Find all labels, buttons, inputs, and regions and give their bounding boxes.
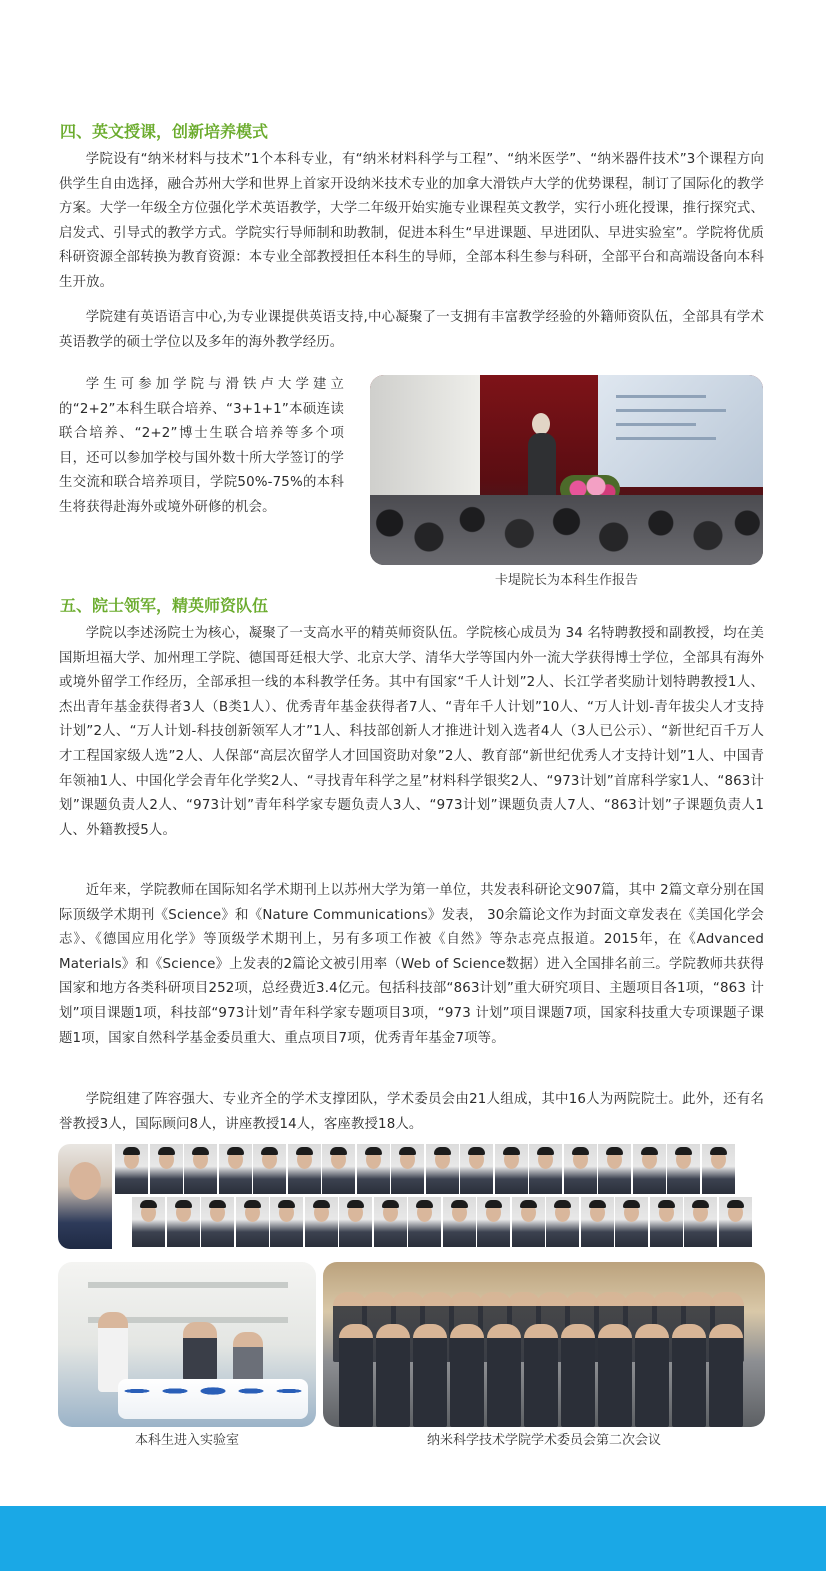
faculty-portrait — [288, 1144, 321, 1194]
group-front-row — [333, 1324, 755, 1427]
faculty-portrait — [115, 1144, 148, 1194]
lecture-photo-caption: 卡堤院长为本科生作报告 — [494, 573, 638, 588]
audience — [370, 495, 763, 565]
faculty-portrait — [598, 1144, 631, 1194]
committee-member-figure — [339, 1324, 373, 1427]
faculty-portrait — [253, 1144, 286, 1194]
faculty-portrait — [650, 1197, 683, 1247]
committee-member-figure — [635, 1324, 669, 1427]
speaker-figure — [528, 433, 556, 503]
faculty-portrait — [357, 1144, 390, 1194]
faculty-portrait — [564, 1144, 597, 1194]
faculty-portrait — [167, 1197, 200, 1247]
faculty-portrait — [201, 1197, 234, 1247]
lab-photo-caption: 本科生进入实验室 — [134, 1433, 239, 1448]
committee-member-figure — [524, 1324, 558, 1427]
faculty-portrait — [322, 1144, 355, 1194]
section-4-title: 四、英文授课，创新培养模式 — [60, 122, 269, 141]
faculty-portrait — [305, 1197, 338, 1247]
committee-member-figure — [376, 1324, 410, 1427]
faculty-portrait — [270, 1197, 303, 1247]
projection-screen — [598, 375, 763, 487]
section-5-title: 五、院士领军，精英师资队伍 — [60, 596, 269, 615]
faculty-portrait — [477, 1197, 510, 1247]
committee-member-figure — [487, 1324, 521, 1427]
section-4-paragraph-1: 学院设有“纳米材料与技术”1个本科专业，有“纳米材料科学与工程”、“纳米医学”、“纳米器件技术”3个课程方向供学生自由选择，融合苏州大学和世界上首家开设纳米技术专业的加拿大滑铁卢大学的优势课程，制订了国际化的教学方案。大学一年级全方位强化学术英语教学，大学二年级开始实施专业课程英文教学，实行小班化授课，推行探究式、启发式、引导式的教学方式。学院实行导师制和助教制，促进本科生“早进课题、早进团队、早进实验室”。学院将优质科研资源全部转换为教育资源：本专业全部教授担任本科生的导师，全部本科生参与科研，全部平台和高端设备向本科生开放。 — [59, 152, 764, 290]
faculty-portrait — [132, 1197, 165, 1247]
committee-member-figure — [709, 1324, 743, 1427]
faculty-portrait — [581, 1197, 614, 1247]
committee-member-figure — [413, 1324, 447, 1427]
section-5-paragraph-1: 学院以李述汤院士为核心，凝聚了一支高水平的精英师资队伍。学院核心成员为 34 名特聘教授和副教授，均在美国斯坦福大学、加州理工学院、德国哥廷根大学、北京大学、清华大学等国内外一流大学获得博士学位，全部具有海外或境外留学工作经历，全部承担一线的本科教学任务。其中有国家“千人计划”2人、长江学者奖励计划特聘教授1人、杰出青年基金获得者3人（B类1人）、优秀青年基金获得者7人、“青年千人计划”10人、“万人计划-青年拔尖人才支持计划”2人、“万人计划-科技创新领军人才”1人、科技部创新人才推进计划入选者4人（3人已公示）、“新世纪百千万人才工程国家级人选”2人、人保部“高层次留学人才回国资助对象”2人、教育部“新世纪优秀人才支持计划”1人、中国青年领袖1人、中国化学会青年化学奖2人、“寻找青年科学之星”材料科学银奖2人、“973计划”首席科学家1人、“863计划”课题负责人2人、“973计划”青年科学家专题负责人3人、“973计划”课题负责人7人、“863计划”子课题负责人1人、外籍教授5人。 — [59, 626, 764, 838]
faculty-portrait — [460, 1144, 493, 1194]
faculty-portrait — [236, 1197, 269, 1247]
faculty-portrait — [184, 1144, 217, 1194]
faculty-portrait — [219, 1144, 252, 1194]
faculty-portrait — [719, 1197, 752, 1247]
section-4-paragraph-2: 学院建有英语语言中心,为专业课提供英语支持,中心凝聚了一支拥有丰富教学经验的外籍师资队伍，全部具有学术英语教学的硕士学位以及多年的海外教学经历。 — [59, 310, 764, 350]
footer-color-bar — [0, 1506, 826, 1571]
committee-member-figure — [450, 1324, 484, 1427]
faculty-portrait — [443, 1197, 476, 1247]
faculty-portrait — [408, 1197, 441, 1247]
faculty-portrait — [512, 1197, 545, 1247]
faculty-portrait — [667, 1144, 700, 1194]
lab-shelf — [88, 1282, 288, 1288]
section-4-paragraph-3: 学生可参加学院与滑铁卢大学建立的“2+2”本科生联合培养、“3+1+1”本硕连读联合培养、“2+2”博士生联合培养等多个项目，还可以参加学校与国外数十所大学签订的学生交流和联合培养项目，学院50%-75%的本科生将获得赴海外或境外研修的机会。 — [59, 377, 344, 515]
faculty-portrait — [633, 1144, 666, 1194]
committee-member-figure — [598, 1324, 632, 1427]
faculty-portrait — [150, 1144, 183, 1194]
speaker-head — [532, 413, 550, 435]
committee-group-photo — [323, 1262, 765, 1427]
faculty-portrait — [529, 1144, 562, 1194]
professor-figure — [183, 1322, 217, 1382]
lab-photo — [58, 1262, 316, 1427]
faculty-portrait — [546, 1197, 579, 1247]
faculty-portrait — [684, 1197, 717, 1247]
lecture-wall — [370, 375, 480, 495]
reagent-bottles — [118, 1379, 308, 1419]
committee-member-figure — [561, 1324, 595, 1427]
section-5-paragraph-3: 学院组建了阵容强大、专业齐全的学术支撑团队，学术委员会由21人组成，其中16人为两院院士。此外，还有名誉教授3人，国际顾问8人，讲座教授14人，客座教授18人。 — [59, 1092, 764, 1132]
group-photo-caption: 纳米科学技术学院学术委员会第二次会议 — [426, 1433, 661, 1448]
faculty-portrait — [391, 1144, 424, 1194]
faculty-portrait — [615, 1197, 648, 1247]
faculty-portrait — [702, 1144, 735, 1194]
committee-member-figure — [672, 1324, 706, 1427]
lecture-photo — [370, 375, 763, 565]
faculty-portrait — [374, 1197, 407, 1247]
faculty-portrait — [339, 1197, 372, 1247]
faculty-portrait — [426, 1144, 459, 1194]
academician-portrait — [58, 1144, 112, 1249]
section-5-paragraph-2: 近年来，学院教师在国际知名学术期刊上以苏州大学为第一单位，共发表科研论文907篇，其中 2篇文章分别在国际顶级学术期刊《Science》和《Nature Communications》发表， 30余篇论文作为封面文章发表在《美国化学会志》、《德国应用化学》等顶级学术期刊上，另有多项工作被《自然》等杂志亮点报道。2015年，在《Advanced Materials》和《Science》上发表的2篇论文被引用率（Web of Science数据）进入全国排名前三。学院教师共获得国家和地方各类科研项目252项，总经费近3.4亿元。包括科技部“863计划”重大研究项目、主题项目各1项，“863 计划”项目课题1项，科技部“973计划”青年科学家专题项目3项，“973 计划”项目课题7项，国家科技重大专项课题子课题1项，国家自然科学基金委员重大、重点项目7项，优秀青年基金7项等。 — [59, 883, 764, 1046]
faculty-portrait-wall — [58, 1144, 765, 1249]
faculty-portrait — [495, 1144, 528, 1194]
